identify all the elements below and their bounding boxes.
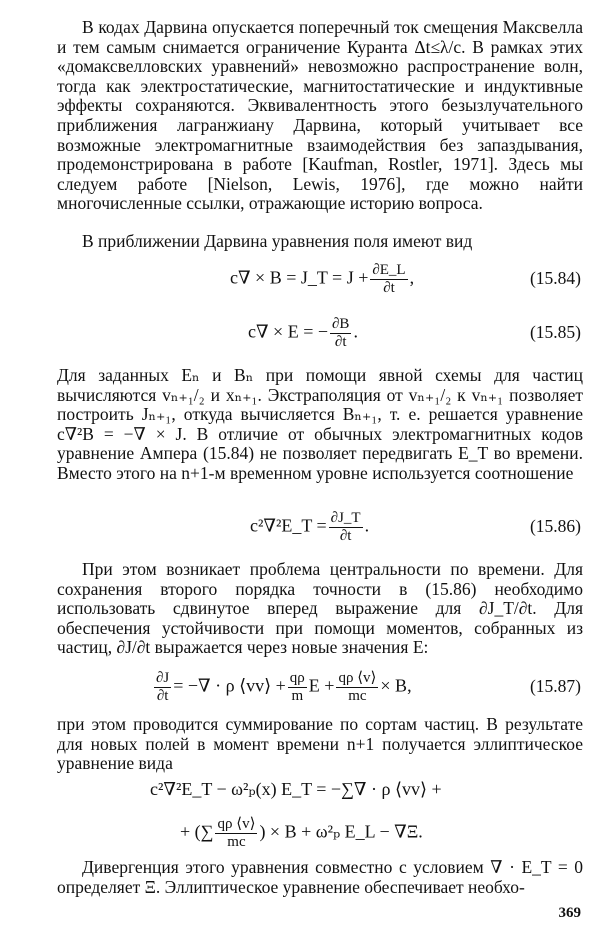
equation-15-87: $\frac{\partial J}{\partial t}$ = −∇ · ρ ⟨vv⟩ + $\frac{q\rho}{m}$ E + $\frac{q\rho ⟨v⟩}{mc}$ × B, [156,670,412,704]
equation-elliptic-line-1: c²∇²E_T − ω²ₚ(x) E_T = −∑∇ · ρ ⟨vv⟩ + [150,779,442,799]
equation-15-84: c∇ × B = J_T = J + $\frac{\partial E\_L}{\partial t}$ , [230,262,415,296]
equation-15-87-fraction-q-rho-m: $\frac{q\rho}{m}$ [289,670,305,704]
equation-15-84-number: (15.84) [529,268,581,288]
paragraph-darwin-codes: В кодах Дарвина опускается поперечный ток смещения Максвелла и тем самым снимается ограничение Куранта Δt≤λ/c. В рамках этих «домаксвелловских уравнений» невозможно распространение волн, тогда как электростатические, магнитостатические и индуктивные эффекты сохраняются. Эквивалентность этого безызлучательного приближения лагранжиану Дарвина, который учитывает все возможные электромагнитные взаимодействия без запаздывания, продемонстрирована в работе [Kaufman, Rostler, 1971]. Здесь мы следуем работе [Nielson, Lewis, 1976], где можно найти многочисленные ссылки, отражающие историю вопроса. [57,17,583,214]
equation-15-85-number: (15.85) [529,322,581,342]
equation-15-87-fraction-q-rho-v-mc: $\frac{q\rho ⟨v⟩}{mc}$ [338,670,377,704]
equation-15-84-fraction: $\frac{\partial E\_L}{\partial t}$ [372,262,406,296]
paragraph-field-equations-intro: В приближении Дарвина уравнения поля имеют вид [82,231,473,251]
equation-15-86: c²∇²E_T = $\frac{\partial J\_T}{\partial t}$ . [250,510,370,544]
equation-15-85-fraction: $\frac{\partial B}{\partial t}$ [332,316,350,350]
paragraph-time-centering: При этом возникает проблема центральности по времени. Для сохранения второго порядка точности в (15.86) необходимо использовать сдвинутое вперед выражение для ∂J_T/∂t. Для обеспечения устойчивости при помощи моментов, собранных из частиц, ∂J/∂t выражается через новые значения E: [57,559,583,658]
paragraph-species-summation: при этом проводится суммирование по сортам частиц. В результате для новых полей в момент времени n+1 получается эллиптическое уравнение вида [57,714,583,774]
equation-15-86-number: (15.86) [529,516,581,536]
page-number: 369 [558,905,581,921]
equation-15-85-lhs: c∇ × E = − [248,321,329,342]
equation-elliptic-line-2: + (∑ $\frac{q\rho ⟨v⟩}{mc}$ ) × B + ω²ₚ E_L − ∇Ξ. [180,816,423,850]
equation-15-84-lhs: c∇ × B = J_T = J + [230,267,369,288]
equation-15-86-lhs: c²∇²E_T = [250,515,327,536]
paragraph-divergence: Дивергенция этого уравнения совместно с условием ∇ · E_T = 0 определяет Ξ. Эллиптическое уравнение обеспечивает необхо- [57,857,583,897]
equation-15-86-fraction: $\frac{\partial J\_T}{\partial t}$ [330,510,361,544]
equation-elliptic-fraction: $\frac{q\rho ⟨v⟩}{mc}$ [217,816,256,850]
equation-15-85: c∇ × E = − $\frac{\partial B}{\partial t}$ . [248,316,358,350]
paragraph-explicit-scheme: Для заданных Eₙ и Bₙ при помощи явной схемы для частиц вычисляются vₙ₊₁/₂ и xₙ₊₁. Экстраполяция от vₙ₊₁/₂ к vₙ₊₁ позволяет построить Jₙ₊₁, откуда вычисляется Bₙ₊₁, т. е. решается уравнение c∇²B = −∇ × J. В отличие от обычных электромагнитных кодов уравнение Ампера (15.84) не позволяет передвигать E_T во времени. Вместо этого на n+1-м временном уровне используется соотношение [57,365,583,483]
equation-15-87-fraction-dj-dt: $\frac{\partial J}{\partial t}$ [156,670,170,704]
equation-15-87-number: (15.87) [529,676,581,696]
